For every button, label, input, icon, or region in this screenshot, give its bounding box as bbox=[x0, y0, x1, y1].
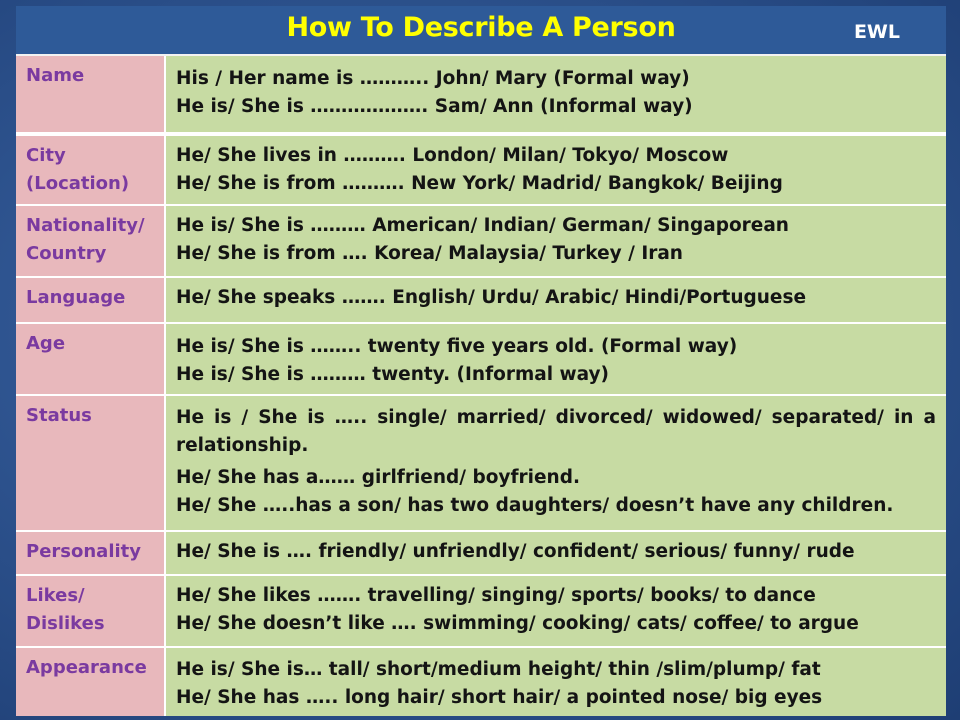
row-content bbox=[166, 136, 946, 210]
table-row-personality bbox=[16, 530, 946, 576]
row-label: Age bbox=[16, 324, 166, 396]
row-content bbox=[166, 576, 946, 648]
table-row-status bbox=[16, 394, 946, 532]
table-row-language bbox=[16, 276, 946, 324]
table-row-likes bbox=[16, 574, 946, 648]
row-line: He is/ She is …….. twenty five years old. (Formal way) bbox=[176, 336, 738, 357]
row-label bbox=[16, 136, 166, 210]
row-label-text: Likes/ Dislikes bbox=[26, 585, 105, 634]
row-label: Name bbox=[16, 56, 166, 132]
slide-frame bbox=[16, 6, 946, 714]
row-line: His / Her name is ……….. John/ Mary (Formal way) bbox=[176, 68, 690, 89]
row-label-text: City (Location) bbox=[26, 145, 130, 194]
row-label bbox=[16, 576, 166, 648]
row-label: Language bbox=[16, 278, 166, 324]
row-line: He/ She lives in ………. London/ Milan/ Tokyo/ Moscow bbox=[176, 145, 729, 166]
row-label-text: Nationality/ Country bbox=[26, 215, 145, 264]
row-line: He is/ She is ………………. Sam/ Ann (Informal way) bbox=[176, 96, 693, 117]
table-row-nationality bbox=[16, 204, 946, 278]
table-row-appearance bbox=[16, 646, 946, 716]
title-bar bbox=[16, 6, 946, 56]
row-label: Status bbox=[16, 396, 166, 532]
page-title: How To Describe A Person bbox=[286, 12, 676, 43]
row-content bbox=[166, 56, 946, 132]
row-content bbox=[166, 648, 946, 716]
row-content bbox=[166, 532, 946, 576]
brand-label: EWL bbox=[853, 21, 900, 43]
row-content bbox=[166, 396, 946, 532]
row-content bbox=[166, 206, 946, 278]
row-content bbox=[166, 324, 946, 396]
row-line: He/ She speaks ……. English/ Urdu/ Arabic/ Hindi/Portuguese bbox=[176, 287, 807, 308]
row-line: He/ She has a…… girlfriend/ boyfriend. bbox=[176, 467, 580, 488]
table-row-city bbox=[16, 132, 946, 210]
row-line: He/ She is from …. Korea/ Malaysia/ Turkey / Iran bbox=[176, 243, 683, 264]
row-label: Personality bbox=[16, 532, 166, 576]
row-line: He/ She is from ………. New York/ Madrid/ Bangkok/ Beijing bbox=[176, 173, 783, 194]
row-line: He/ She is …. friendly/ unfriendly/ confident/ serious/ funny/ rude bbox=[176, 541, 855, 562]
row-label: Appearance bbox=[16, 648, 166, 716]
row-label bbox=[16, 206, 166, 278]
row-line: He/ She doesn’t like …. swimming/ cooking/ cats/ coffee/ to argue bbox=[176, 613, 859, 634]
table-row-age bbox=[16, 322, 946, 396]
row-line: He is / She is ….. single/ married/ divorced/ widowed/ separated/ in a relationship. bbox=[176, 407, 936, 456]
row-line: He is/ She is… tall/ short/medium height/ thin /slim/plump/ fat bbox=[176, 659, 821, 680]
row-line: He/ She …..has a son/ has two daughters/ doesn’t have any children. bbox=[176, 495, 894, 516]
row-line: He is/ She is ……… twenty. (Informal way) bbox=[176, 364, 610, 385]
row-line: He is/ She is ……… American/ Indian/ German/ Singaporean bbox=[176, 215, 789, 236]
row-content bbox=[166, 278, 946, 324]
row-line: He/ She likes ……. travelling/ singing/ sports/ books/ to dance bbox=[176, 585, 816, 606]
table-row-name bbox=[16, 56, 946, 132]
row-line: He/ She has ….. long hair/ short hair/ a pointed nose/ big eyes bbox=[176, 687, 823, 708]
